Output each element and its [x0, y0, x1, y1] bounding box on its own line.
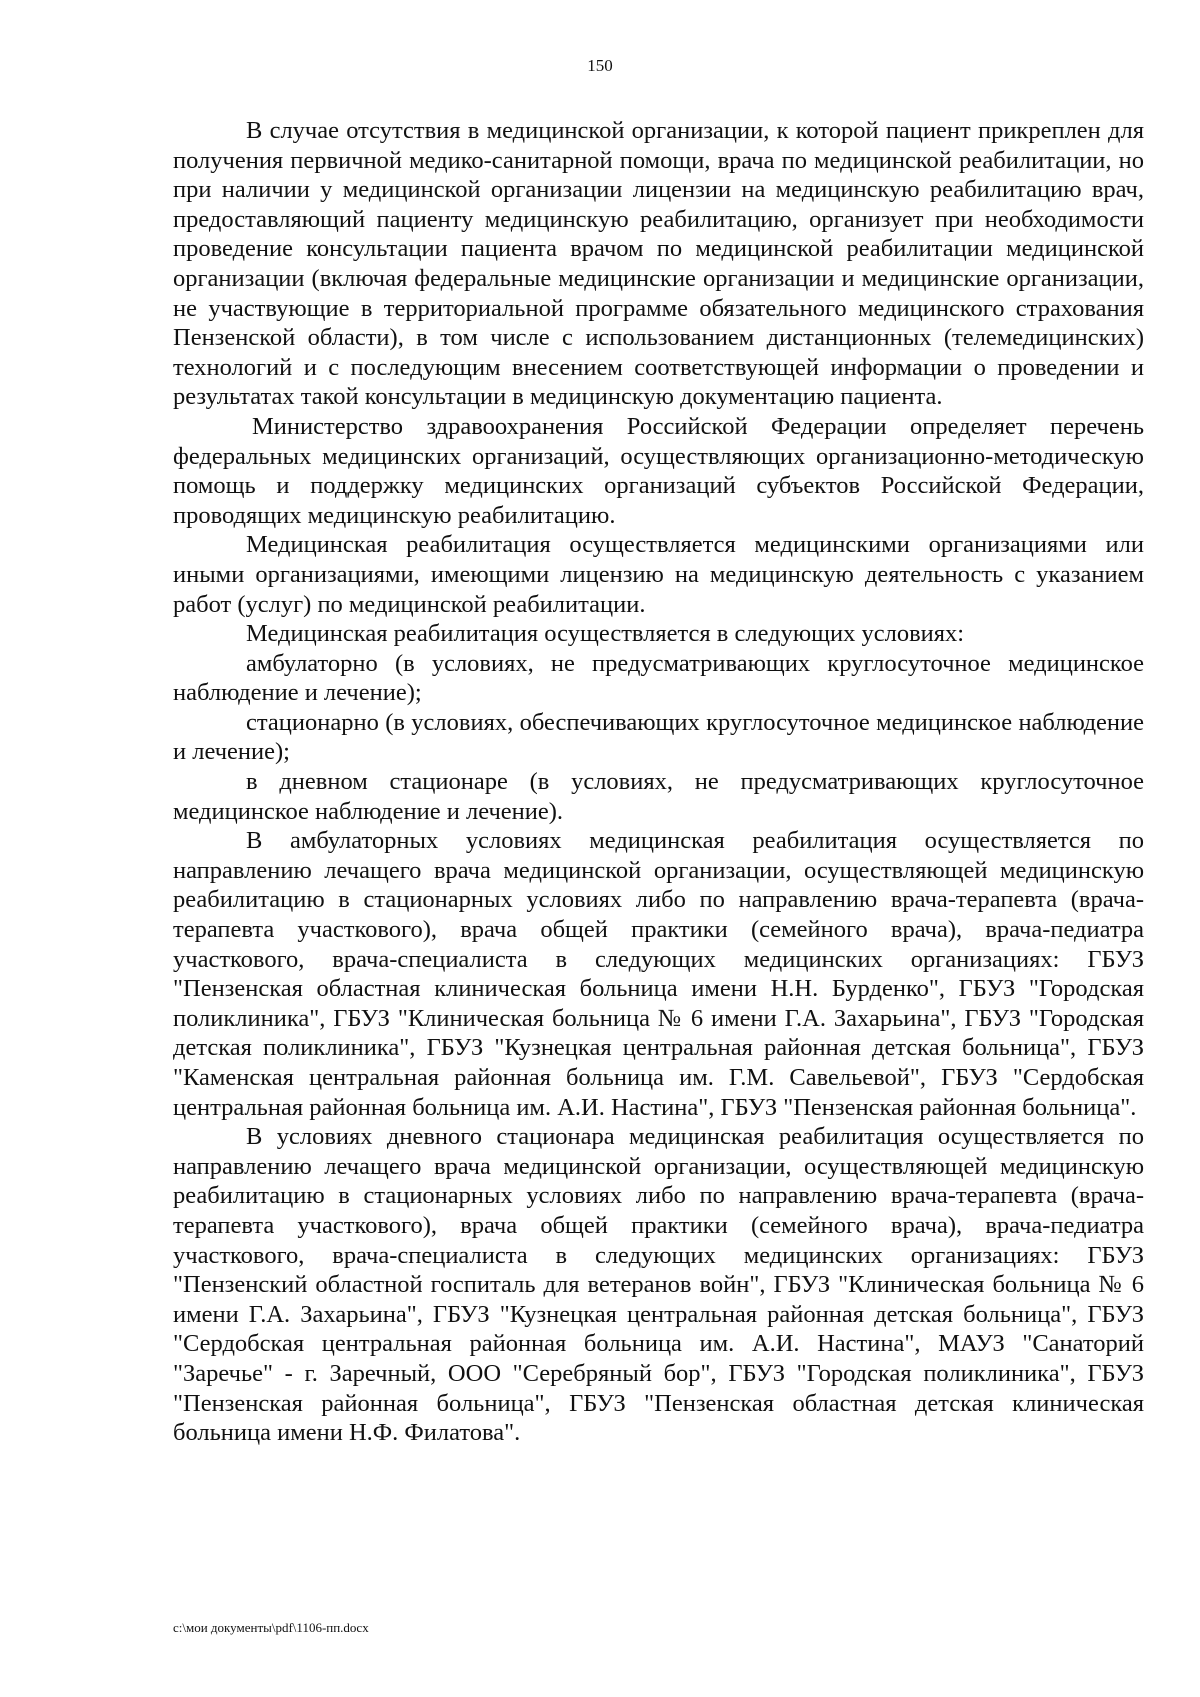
paragraph-rehab-organizations: Медицинская реабилитация осуществляется медицинскими организациями или иными организациями, имеющими лицензию на медицинскую деятельность с указанием работ (услуг) по медицинской реабилитации. [173, 531, 1144, 618]
paragraph-telemedicine-consultation: В случае отсутствия в медицинской организации, к которой пациент прикреплен для получения первичной медико-санитарной помощи, врача по медицинской реабилитации, но при наличии у медицинской организации лицензии на медицинскую реабилитацию врач, предоставляющий пациенту медицинскую реабилитацию, организует при необходимости проведение консультации пациента врачом по медицинской реабилитации медицинской организации (включая федеральные медицинские организации и медицинские организации, не участвующие в территориальной программе обязательного медицинского страхования Пензенской области), в том числе с использованием дистанционных (телемедицинских) технологий и с последующим внесением соответствующей информации о проведении и результатах такой консультации в медицинскую документацию пациента. [173, 117, 1144, 411]
document-body [173, 116, 1144, 1448]
paragraph-ambulatory-referral: В амбулаторных условиях медицинская реабилитация осуществляется по направлению лечащего врача медицинской организации, осуществляющей медицинскую реабилитацию в стационарных условиях либо по направлению врача-терапевта (врача-терапевта участкового), врача общей практики (семейного врача), врача-педиатра участкового, врача-специалиста в следующих медицинских организациях: ГБУЗ "Пензенская областная клиническая больница имени Н.Н. Бурденко", ГБУЗ "Городская поликлиника", ГБУЗ "Клиническая больница № 6 имени Г.А. Захарьина", ГБУЗ "Городская детская поликлиника", ГБУЗ "Кузнецкая центральная районная детская больница", ГБУЗ "Каменская центральная районная больница им. Г.М. Савельевой", ГБУЗ "Сердобская центральная районная больница им. А.И. Настина", ГБУЗ "Пензенская районная больница". [173, 827, 1144, 1121]
paragraph-day-hospital-referral: В условиях дневного стационара медицинская реабилитация осуществляется по направлению лечащего врача медицинской организации, осуществляющей медицинскую реабилитацию в стационарных условиях либо по направлению врача-терапевта (врача-терапевта участкового), врача общей практики (семейного врача), врача-педиатра участкового, врача-специалиста в следующих медицинских организациях: ГБУЗ "Пензенский областной госпиталь для ветеранов войн", ГБУЗ "Клиническая больница № 6 имени Г.А. Захарьина", ГБУЗ "Кузнецкая центральная районная детская больница", ГБУЗ "Сердобская центральная районная больница им. А.И. Настина", МАУЗ "Санаторий "Заречье" - г. Заречный, ООО "Серебряный бор", ГБУЗ "Городская поликлиника", ГБУЗ "Пензенская районная больница", ГБУЗ "Пензенская областная детская клиническая больница имени Н.Ф. Филатова". [173, 1123, 1144, 1447]
page-number: 150 [587, 56, 613, 75]
paragraph-ambulatory: амбулаторно (в условиях, не предусматривающих круглосуточное медицинское наблюдение и лечение); [173, 649, 1144, 707]
paragraph-inpatient: стационарно (в условиях, обеспечивающих круглосуточное медицинское наблюдение и лечение); [173, 708, 1144, 766]
paragraph-rehab-conditions: Медицинская реабилитация осуществляется в следующих условиях: [246, 620, 965, 648]
paragraph-ministry: Министерство здравоохранения Российской Федерации определяет перечень федеральных медицинских организаций, осуществляющих организационно-методическую помощь и поддержку медицинских организаций субъектов Российской Федерации, проводящих медицинскую реабилитацию. [173, 412, 1144, 529]
footer-file-path: c:\мои документы\pdf\1106-пп.docx [173, 1620, 369, 1635]
paragraph-day-hospital: в дневном стационаре (в условиях, не предусматривающих круглосуточное медицинское наблюдение и лечение). [173, 768, 1144, 825]
